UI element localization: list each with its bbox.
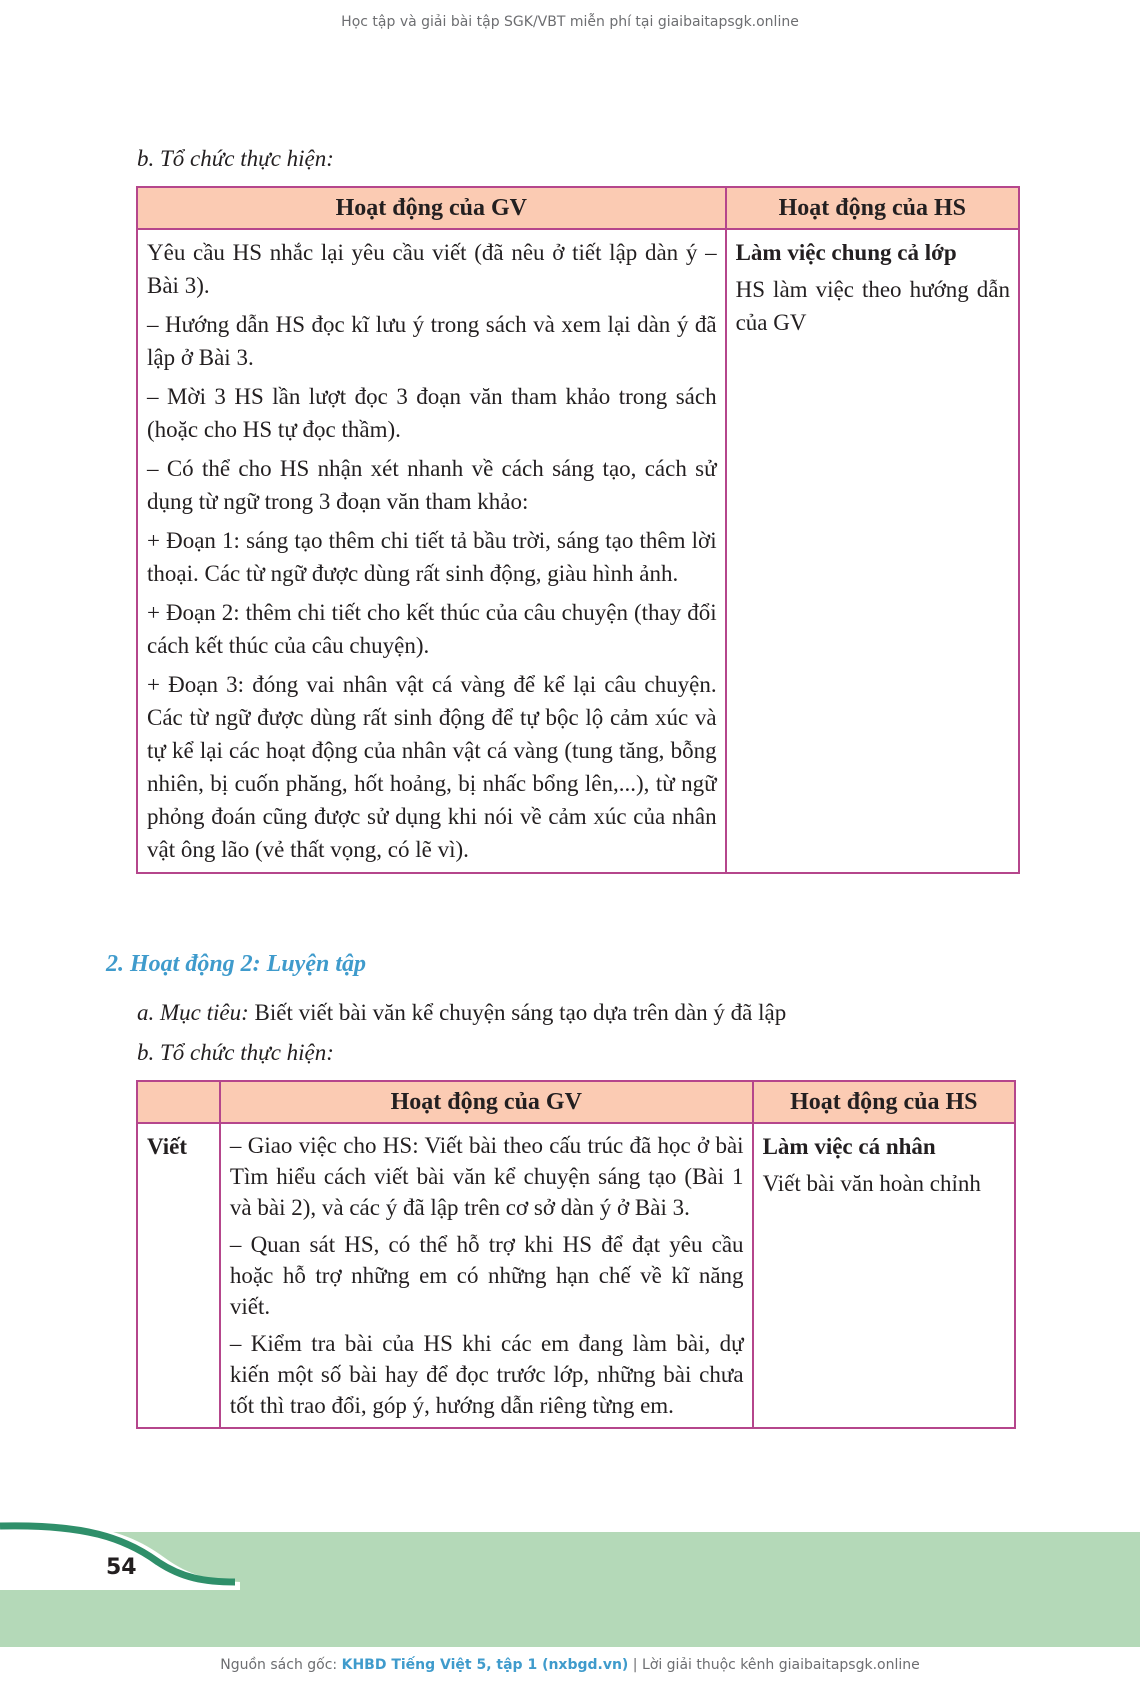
page-number: 54	[106, 1555, 137, 1580]
col-hs-header: Hoạt động của HS	[753, 1081, 1015, 1123]
activity-table-1	[136, 186, 1020, 874]
col-gv-header: Hoạt động của GV	[137, 187, 726, 229]
hs-text: HS làm việc theo hướng dẫn của GV	[735, 277, 1010, 335]
hs-title: Làm việc chung cả lớp	[735, 240, 957, 265]
col-gv-header: Hoạt động của GV	[220, 1081, 753, 1123]
step-label-1: b. Tổ chức thực hiện:	[137, 146, 334, 171]
corner-header	[137, 1081, 220, 1123]
gv-paragraph: – Kiểm tra bài của HS khi các em đang làm bài, dự kiến một số bài hay để đọc trước lớp, những bài chưa tốt thì trao đổi, góp ý, hướng dẫn riêng từng em.	[229, 1331, 744, 1418]
gv-paragraph: – Giao việc cho HS: Viết bài theo cấu trúc đã học ở bài Tìm hiểu cách viết bài văn kể chuyện sáng tạo (Bài 1 và bài 2), và các ý đã lập trên cơ sở dàn ý ở Bài 3.	[229, 1133, 744, 1220]
row-label: Viết	[137, 1123, 220, 1428]
gv-paragraph: + Đoạn 2: thêm chi tiết cho kết thúc của câu chuyện (thay đổi cách kết thúc của câu chuyện).	[147, 600, 717, 658]
hs-title: Làm việc cá nhân	[762, 1134, 936, 1159]
gv-paragraph: – Quan sát HS, có thể hỗ trợ khi HS để đạt yêu cầu hoặc hỗ trợ những em có những hạn chế về kĩ năng viết.	[229, 1232, 744, 1319]
gv-paragraph: + Đoạn 1: sáng tạo thêm chi tiết tả bầu trời, sáng tạo thêm lời thoại. Các từ ngữ được dùng rất sinh động, giàu hình ảnh.	[147, 528, 717, 586]
gv-cell	[137, 229, 726, 873]
hs-text: Viết bài văn hoàn chỉnh	[762, 1171, 981, 1196]
footer-prefix: Nguồn sách gốc:	[220, 1657, 342, 1673]
section-title: 2. Hoạt động 2: Luyện tập	[106, 951, 367, 977]
footer-book: KHBD Tiếng Việt 5, tập 1 (nxbgd.vn)	[341, 1657, 629, 1673]
hs-cell	[753, 1123, 1015, 1428]
hs-cell	[726, 229, 1019, 873]
gv-paragraph: – Mời 3 HS lần lượt đọc 3 đoạn văn tham khảo trong sách (hoặc cho HS tự đọc thầm).	[147, 384, 717, 442]
goal-text: Biết viết bài văn kể chuyện sáng tạo dựa trên dàn ý đã lập	[248, 1000, 787, 1025]
gv-paragraph: – Hướng dẫn HS đọc kĩ lưu ý trong sách và xem lại dàn ý đã lập ở Bài 3.	[147, 312, 717, 370]
gv-paragraph: – Có thể cho HS nhận xét nhanh về cách sáng tạo, cách sử dụng từ ngữ trong 3 đoạn văn tham khảo:	[147, 456, 717, 514]
footer-suffix: | Lời giải thuộc kênh giaibaitapsgk.online	[628, 1657, 920, 1673]
header-note: Học tập và giải bài tập SGK/VBT miễn phí tại giaibaitapsgk.online	[341, 14, 799, 30]
col-hs-header: Hoạt động của HS	[726, 187, 1019, 229]
goal-line	[137, 1000, 786, 1026]
footer-note	[0, 1657, 1140, 1673]
step-label-2: b. Tổ chức thực hiện:	[137, 1040, 334, 1065]
goal-label: a. Mục tiêu:	[137, 1000, 249, 1025]
gv-paragraph: + Đoạn 3: đóng vai nhân vật cá vàng để kể lại câu chuyện. Các từ ngữ được dùng rất sinh động để tự bộc lộ cảm xúc và tự kể lại các hoạt động của nhân vật cá vàng (tung tăng, bỗng nhiên, bị cuốn phăng, hốt hoảng, bị nhấc bổng lên,...), từ ngữ phỏng đoán cũng được sử dụng khi nói về cảm xúc của nhân vật ông lão (vẻ thất vọng, có lẽ vì).	[147, 672, 717, 862]
gv-paragraph: Yêu cầu HS nhắc lại yêu cầu viết (đã nêu ở tiết lập dàn ý – Bài 3).	[147, 240, 717, 298]
activity-table-2	[136, 1080, 1016, 1429]
gv-cell	[220, 1123, 753, 1428]
